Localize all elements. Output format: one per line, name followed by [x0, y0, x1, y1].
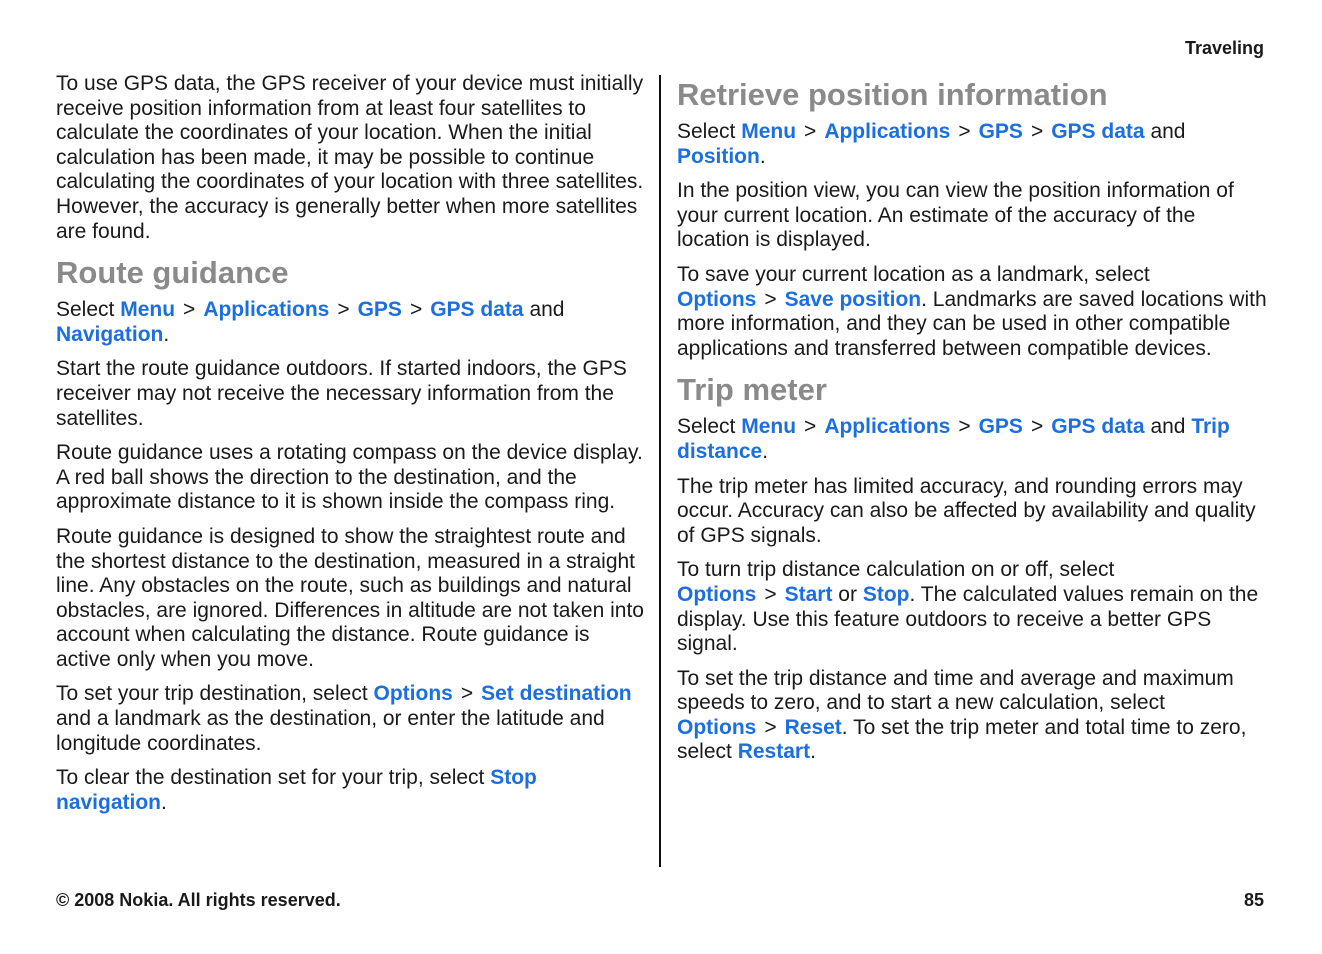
link-position[interactable]: Position: [677, 144, 760, 168]
link-gps-data[interactable]: GPS data: [1051, 415, 1145, 439]
route-menu-path: Select Menu > Applications > GPS > GPS data and Navigation.: [56, 298, 565, 346]
link-set-destination[interactable]: Set destination: [481, 682, 632, 706]
route-paragraph-5: To clear the destination set for your trip, select Stop navigation.: [56, 766, 537, 814]
link-options[interactable]: Options: [373, 682, 453, 706]
link-options[interactable]: Options: [677, 582, 757, 606]
link-gps-data[interactable]: GPS data: [1051, 120, 1145, 143]
trip-paragraph-3: To set the trip distance and time and average and maximum speeds to zero, and to start a new calculation, select Options > Reset. To set the trip meter and total time to zero, select Restart.: [677, 666, 1247, 764]
link-menu[interactable]: Menu: [120, 298, 176, 322]
route-paragraph-1: Start the route guidance outdoors. If started indoors, the GPS receiver may not receive the necessary information from the satellites.: [56, 357, 627, 430]
trip-paragraph-2: To turn trip distance calculation on or off, select Options > Start or Stop. The calculated values remain on the display. Use this feature outdoors to receive a better GPS signal.: [677, 558, 1259, 656]
route-paragraph-3: Route guidance is designed to show the straightest route and the shortest distance to the destination, measured in a straight line. Any obstacles on the route, such as buildings and natural obstacles, are ignored. Differences in altitude are not taken into account when calculating the distance. Route guidance is active only when you move.: [56, 524, 644, 671]
link-trip-distance[interactable]: Trip distance: [677, 415, 1230, 463]
link-gps[interactable]: GPS: [978, 415, 1023, 439]
link-gps-data[interactable]: GPS data: [430, 298, 524, 322]
route-paragraph-4: To set your trip destination, select Options > Set destination and a landmark as the destination, or enter the latitude and longitude coordinates.: [56, 682, 632, 755]
right-column: [677, 72, 1272, 775]
link-reset[interactable]: Reset: [784, 715, 842, 739]
link-start[interactable]: Start: [784, 582, 833, 606]
left-column: [56, 72, 646, 825]
trip-menu-path: Select Menu > Applications > GPS > GPS data and Trip distance.: [677, 415, 1230, 463]
link-navigation[interactable]: Navigation: [56, 322, 164, 346]
link-menu[interactable]: Menu: [741, 415, 797, 439]
column-divider: [659, 75, 661, 867]
retrieve-position-heading: Retrieve position information: [677, 77, 1108, 112]
trip-meter-heading: Trip meter: [677, 372, 827, 408]
copyright: © 2008 Nokia. All rights reserved.: [56, 890, 341, 910]
link-gps[interactable]: GPS: [978, 120, 1023, 143]
section-label: Traveling: [1184, 38, 1264, 58]
link-save-position[interactable]: Save position: [784, 287, 922, 311]
link-options[interactable]: Options: [677, 715, 757, 739]
route-paragraph-2: Route guidance uses a rotating compass on the device display. A red ball shows the direction to the destination, and the approximate distance to it is shown inside the compass ring.: [56, 441, 643, 514]
link-restart[interactable]: Restart: [737, 740, 811, 764]
link-applications[interactable]: Applications: [824, 120, 951, 143]
link-stop[interactable]: Stop: [862, 582, 910, 606]
page-number: 85: [1243, 890, 1264, 910]
link-menu[interactable]: Menu: [741, 120, 797, 143]
intro-paragraph: To use GPS data, the GPS receiver of your device must initially receive position information from at least four satellites to calculate the coordinates of your location. When the initial calculation has been made, it may be possible to continue calculating the coordinates of your location with three satellites. However, the accuracy is generally better when more satellites are found.: [56, 72, 644, 243]
trip-paragraph-1: The trip meter has limited accuracy, and rounding errors may occur. Accuracy can also be affected by availability and quality of GPS signals.: [677, 474, 1256, 547]
retrieve-menu-path: Select Menu > Applications > GPS > GPS data and Position.: [677, 120, 1186, 168]
link-options[interactable]: Options: [677, 287, 757, 311]
link-applications[interactable]: Applications: [203, 298, 330, 322]
link-applications[interactable]: Applications: [824, 415, 951, 439]
retrieve-paragraph-1: In the position view, you can view the position information of your current location. An estimate of the accuracy of the location is displayed.: [677, 179, 1234, 252]
link-gps[interactable]: GPS: [357, 298, 402, 322]
retrieve-paragraph-2: To save your current location as a landmark, select Options > Save position. Landmarks are saved locations with more information, and they can be used in other compatible applications and transferred between compatible devices.: [677, 262, 1267, 360]
route-guidance-heading: Route guidance: [56, 255, 289, 291]
link-stop-navigation[interactable]: Stop navigation: [56, 766, 537, 814]
